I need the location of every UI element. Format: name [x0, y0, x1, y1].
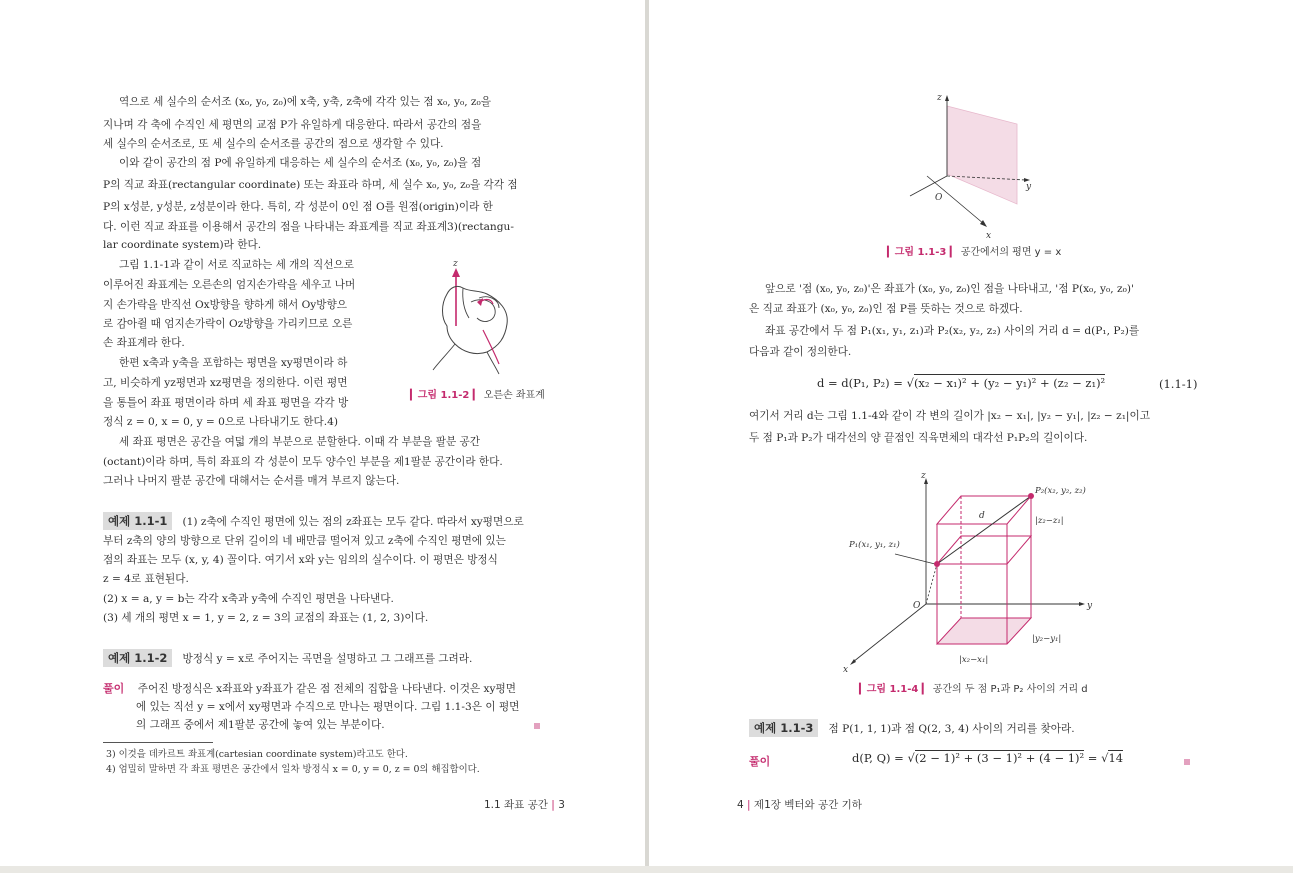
page-footer [484, 797, 565, 812]
figure-caption-text: 오른손 좌표계 [483, 390, 545, 401]
footnote: 3) 이것을 데카르트 좌표계(cartesian coordinate system)라고도 한다. [106, 749, 408, 760]
text-line: 역으로 세 실수의 순서조 (x₀, y₀, z₀)에 x축, y축, z축에 각각 있는 점 x₀, y₀, z₀을 [119, 96, 491, 108]
point-p1-label: P₁(x₁, y₁, z₁) [849, 540, 900, 550]
text-line: 고, 비슷하게 yz평면과 xz평면을 정의한다. 이런 평면 [103, 377, 348, 389]
figure-caption [859, 680, 1088, 695]
text-line: lar coordinate system)라 한다. [103, 239, 262, 251]
example-text: 방정식 y = x로 주어지는 곡면을 설명하고 그 그래프를 그려라. [182, 653, 473, 665]
axis-label-y: y [1087, 601, 1093, 611]
page-number: 3 [558, 799, 565, 811]
text-line: 부터 z축의 양의 방향으로 단위 길이의 네 배만큼 떨어져 있고 z축에 수직인 평면에 있는 [103, 535, 506, 547]
formula-lhs: d = d(P₁, P₂) = [817, 376, 907, 390]
figure-caption [410, 386, 545, 401]
text-line: 다음과 같이 정의한다. [749, 346, 852, 358]
chapter-title: 제1장 벡터와 공간 기하 [753, 799, 862, 811]
left-page [0, 0, 645, 866]
axis-label-z: z [453, 259, 458, 269]
text-line: 에 있는 직선 y = x에서 xy평면과 수직으로 만나는 평면이다. 그림 1.1-3은 이 평면 [136, 701, 520, 713]
example-block [103, 649, 472, 670]
text-line: 이와 같이 공간의 점 P에 유일하게 대응하는 세 실수의 순서조 (x₀, y₀, z₀)을 점 [119, 157, 482, 169]
solution-radicand: (2 − 1)² + (3 − 1)² + (4 − 1)² [914, 751, 1085, 765]
axis-label-y: y [1026, 182, 1032, 192]
text-line: 여기서 거리 d는 그림 1.1-4와 같이 각 변의 길이가 |x₂ − x₁|, |y₂ − y₁|, |z₂ − z₁|이고 [749, 410, 1150, 422]
text-line: 로 감아쥘 때 엄지손가락이 Oz방향을 가리키므로 오른 [103, 318, 353, 330]
text-line: z = 4로 표현된다. [103, 573, 189, 585]
axis-label-z: z [937, 93, 942, 103]
distance-label-d: d [979, 511, 985, 521]
point-p2-label: P₂(x₂, y₂, z₂) [1035, 486, 1086, 496]
axis-label-z: z [921, 471, 926, 481]
figure-caption-text: 공간의 두 점 P₁과 P₂ 사이의 거리 d [932, 684, 1088, 695]
origin-label: O [935, 193, 943, 203]
example-tag: 예제 1.1-3 [749, 719, 818, 737]
solution-block [103, 679, 516, 700]
sqrt-sign: √ [906, 376, 914, 390]
text-line: 손 좌표계라 한다. [103, 337, 185, 349]
example-tag: 예제 1.1-1 [103, 512, 172, 530]
text-line: 지 손가락을 반직선 Ox방향을 향하게 해서 Oy방향으 [103, 299, 347, 311]
text-line: 을 통틀어 좌표 평면이라 하며 세 좌표 평면을 각각 방 [103, 397, 349, 409]
footnote: 4) 엄밀히 말하면 각 좌표 평면은 공간에서 일차 방정식 x = 0, y = 0, z = 0의 해집합이다. [106, 764, 480, 775]
text-line: 다. 이런 직교 좌표를 이용해서 공간의 점을 나타내는 좌표계를 직교 좌표계3)(rectangu- [103, 221, 514, 233]
text-line: 좌표 공간에서 두 점 P₁(x₁, y₁, z₁)과 P₂(x₂, y₂, z₂) 사이의 거리 d = d(P₁, P₂)를 [765, 325, 1140, 337]
example-text: (1) z축에 수직인 평면에 있는 점의 z좌표는 모두 같다. 따라서 xy평면으로 [182, 516, 524, 528]
end-of-solution-mark [534, 723, 540, 729]
sqrt-sign: √ [1101, 751, 1109, 765]
example-text: 점 P(1, 1, 1)과 점 Q(2, 3, 4) 사이의 거리를 찾아라. [828, 723, 1075, 735]
text-line: 의 그래프 중에서 제1팔분 공간에 놓여 있는 부분이다. [136, 719, 385, 731]
y-difference-label: |y₂−y₁| [1032, 634, 1062, 644]
right-page [649, 0, 1293, 866]
solution-text: 주어진 방정식은 x좌표와 y좌표가 같은 점 전체의 집합을 나타낸다. 이것은 xy평면 [137, 683, 516, 695]
page-number: 4 [737, 799, 744, 811]
text-line: 한편 x축과 y축을 포함하는 평면을 xy평면이라 하 [119, 357, 348, 369]
text-line: 점의 좌표는 모두 (x, y, 4) 꼴이다. 여기서 x와 y는 임의의 실수이다. 이 평면은 방정식 [103, 554, 498, 566]
text-line: 그림 1.1-1과 같이 서로 직교하는 세 개의 직선으로 [119, 259, 354, 271]
x-difference-label: |x₂−x₁| [959, 655, 989, 665]
example-tag: 예제 1.1-2 [103, 649, 172, 667]
text-line: 정식 z = 0, x = 0, y = 0으로 나타내기도 한다.4) [103, 416, 338, 428]
text-line: P의 x성분, y성분, z성분이라 한다. 특히, 각 성분이 0인 점 O를 원점(origin)이라 한 [103, 201, 493, 213]
end-of-solution-mark [1184, 759, 1190, 765]
formula-radicand: (x₂ − x₁)² + (y₂ − y₁)² + (z₂ − z₁)² [913, 376, 1106, 390]
text-line: 이루어진 좌표계는 오른손의 엄지손가락을 세우고 나머 [103, 279, 356, 291]
text-line: (octant)이라 하며, 특히 좌표의 각 성분이 모두 양수인 부분을 제1팔분 공간이라 한다. [103, 456, 503, 468]
solution-label-line [749, 752, 770, 773]
figure-caption-text: 공간에서의 평면 y = x [960, 247, 1062, 258]
solution-formula [852, 751, 1123, 765]
footer-divider: | [551, 799, 555, 811]
text-line: 그러나 나머지 팔분 공간에 대해서는 순서를 매겨 부르지 않는다. [103, 475, 400, 487]
example-block [103, 512, 524, 533]
text-line: 세 좌표 평면은 공간을 여덟 개의 부분으로 분할한다. 이때 각 부분을 팔분 공간 [119, 436, 481, 448]
example-block [749, 719, 1075, 740]
text-line: 은 직교 좌표가 (x₀, y₀, z₀)인 점 P를 뜻하는 것으로 하겠다. [749, 303, 1023, 315]
solution-label: 풀이 [749, 755, 771, 768]
solution-label: 풀이 [103, 682, 125, 695]
solution-lhs: d(P, Q) = [852, 751, 908, 765]
figure-label: ▎그림 1.1-4 ▎ [859, 684, 930, 695]
text-line: (3) 세 개의 평면 x = 1, y = 2, z = 3의 교점의 좌표는 (1, 2, 3)이다. [103, 612, 429, 624]
text-line: 두 점 P₁과 P₂가 대각선의 양 끝점인 직육면체의 대각선 P₁P₂의 길이이다. [749, 432, 1088, 444]
plane-figure [904, 92, 1044, 242]
figure-caption [887, 243, 1061, 258]
footnote-rule [103, 742, 213, 743]
origin-label: O [913, 601, 921, 611]
right-hand-figure [425, 258, 525, 378]
text-line: P의 직교 좌표(rectangular coordinate) 또는 좌표라 하며, 세 실수 x₀, y₀, z₀을 각각 점 [103, 179, 518, 191]
sqrt-sign: √ [907, 751, 915, 765]
z-difference-label: |z₂−z₁| [1035, 516, 1064, 526]
solution-result: 14 [1108, 751, 1124, 765]
text-line: (2) x = a, y = b는 각각 x축과 y축에 수직인 평면을 나타낸다. [103, 593, 394, 605]
figure-label: ▎그림 1.1-2 ▎ [410, 390, 481, 401]
solution-equals: = [1084, 751, 1102, 765]
equation-number: (1.1-1) [1159, 377, 1198, 391]
figure-label: ▎그림 1.1-3 ▎ [887, 247, 958, 258]
section-title: 1.1 좌표 공간 [484, 799, 548, 811]
distance-formula [817, 376, 1105, 390]
text-line: 지나며 각 축에 수직인 세 평면의 교점 P가 유일하게 대응한다. 따라서 공간의 점을 [103, 119, 482, 131]
footer-divider: | [747, 799, 751, 811]
axis-label-x: x [843, 665, 849, 675]
text-line: 앞으로 '점 (x₀, y₀, z₀)'은 좌표가 (x₀, y₀, z₀)인 점을 나타내고, '점 P(x₀, y₀, z₀)' [765, 283, 1134, 295]
distance-box-figure [839, 468, 1109, 678]
axis-label-x: x [986, 231, 992, 241]
page-footer [737, 797, 862, 812]
text-line: 세 실수의 순서조로, 또 세 실수의 순서조를 공간의 점으로 생각할 수 있다. [103, 138, 444, 150]
